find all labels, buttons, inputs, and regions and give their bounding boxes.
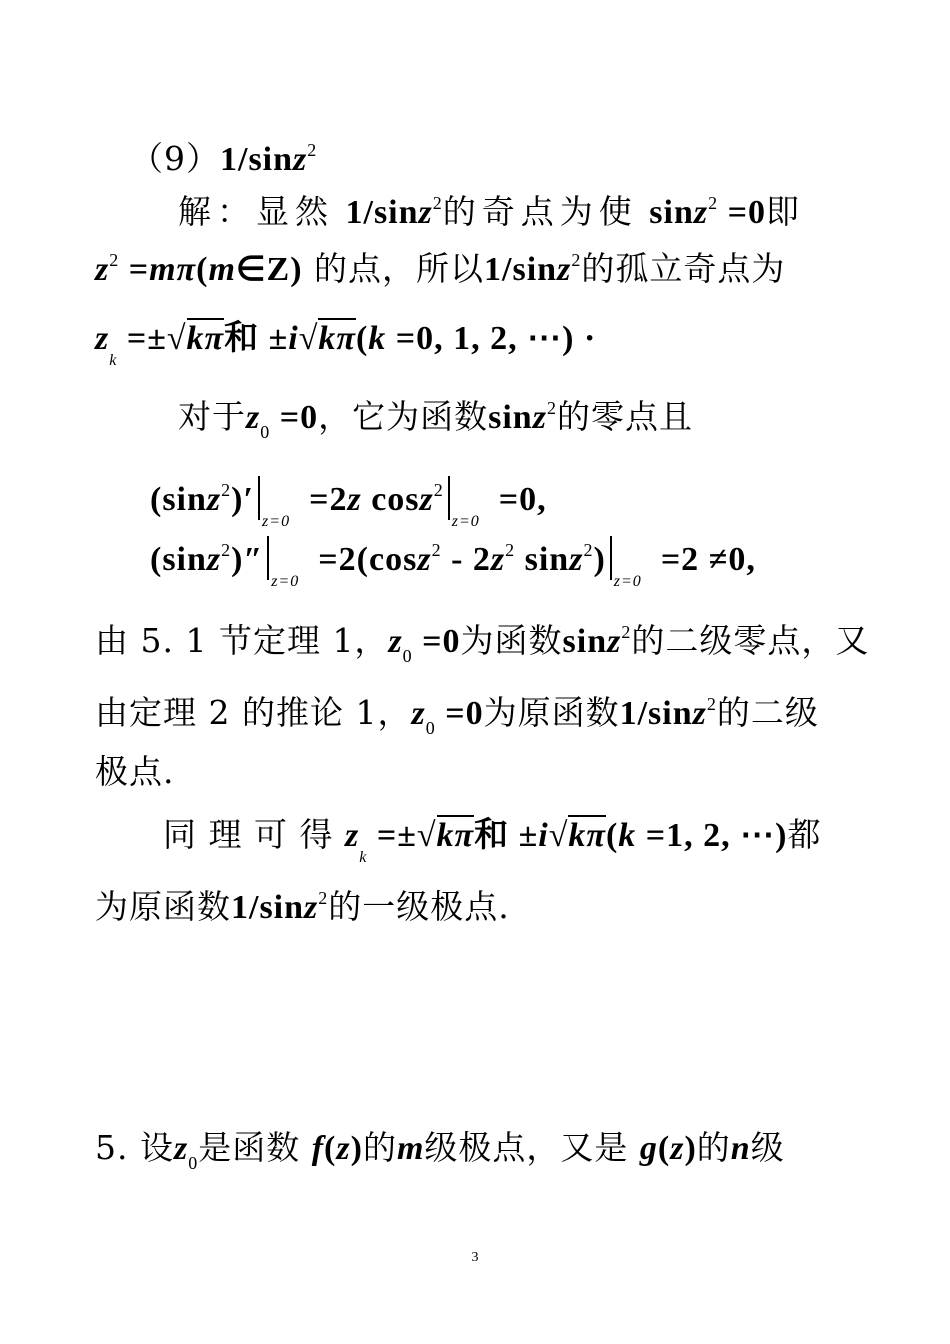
solution-line-2: $z^2$ =mπ(m∈Z) 的点，所以1/sinz$^2$的孤立奇点为 bbox=[95, 249, 786, 288]
solution-line-3: $z_k =\pm√k\pi$和 ±i√kπ(k =0, 1, 2, ⋯) · bbox=[95, 320, 597, 369]
problem-5-statement: 5. 设$z_0$是函数 f(z)的m级极点，又是 g(z)的n级 bbox=[95, 1128, 785, 1173]
solution-line-7: 极点. bbox=[95, 752, 175, 791]
solution-line-8: 同 理 可 得 $z_k =\pm√k\pi$和 ±i√kπ(k =1, 2, ⋯)都 bbox=[163, 815, 822, 866]
second-derivative-equation: $(\sin z^2)''_{z=0} =2(\cos z^2 - 2z^2$ $\sin z^2)_{z=0} =2 \ne 0$, bbox=[150, 530, 756, 602]
solution-line-1: 解：显然 1/sinz$^2$的奇点为使 sinz$^2$ =0即 bbox=[178, 192, 800, 231]
first-derivative-equation: $(\sin z^2)'_{z=0} =2z$ cosz$^2_{z=0}$ =0, bbox=[150, 470, 547, 542]
solution-line-9: 为原函数1/sinz$^2$的一级极点. bbox=[95, 887, 510, 926]
solution-line-6: 由定理 2 的推论 1，$z_0 =0$为原函数1/sinz$^2$的二级 bbox=[95, 693, 819, 738]
page-number: 3 bbox=[471, 1250, 479, 1265]
solution-line-4: 对于$z_0 =0$，它为函数sinz$^2$的零点且 bbox=[178, 397, 693, 442]
problem-9-heading: （9）1/sinz$^2$ bbox=[130, 139, 318, 178]
solution-line-5: 由 5. 1 节定理 1，$z_0 =0$为函数sinz$^2$的二级零点，又 bbox=[95, 621, 870, 666]
